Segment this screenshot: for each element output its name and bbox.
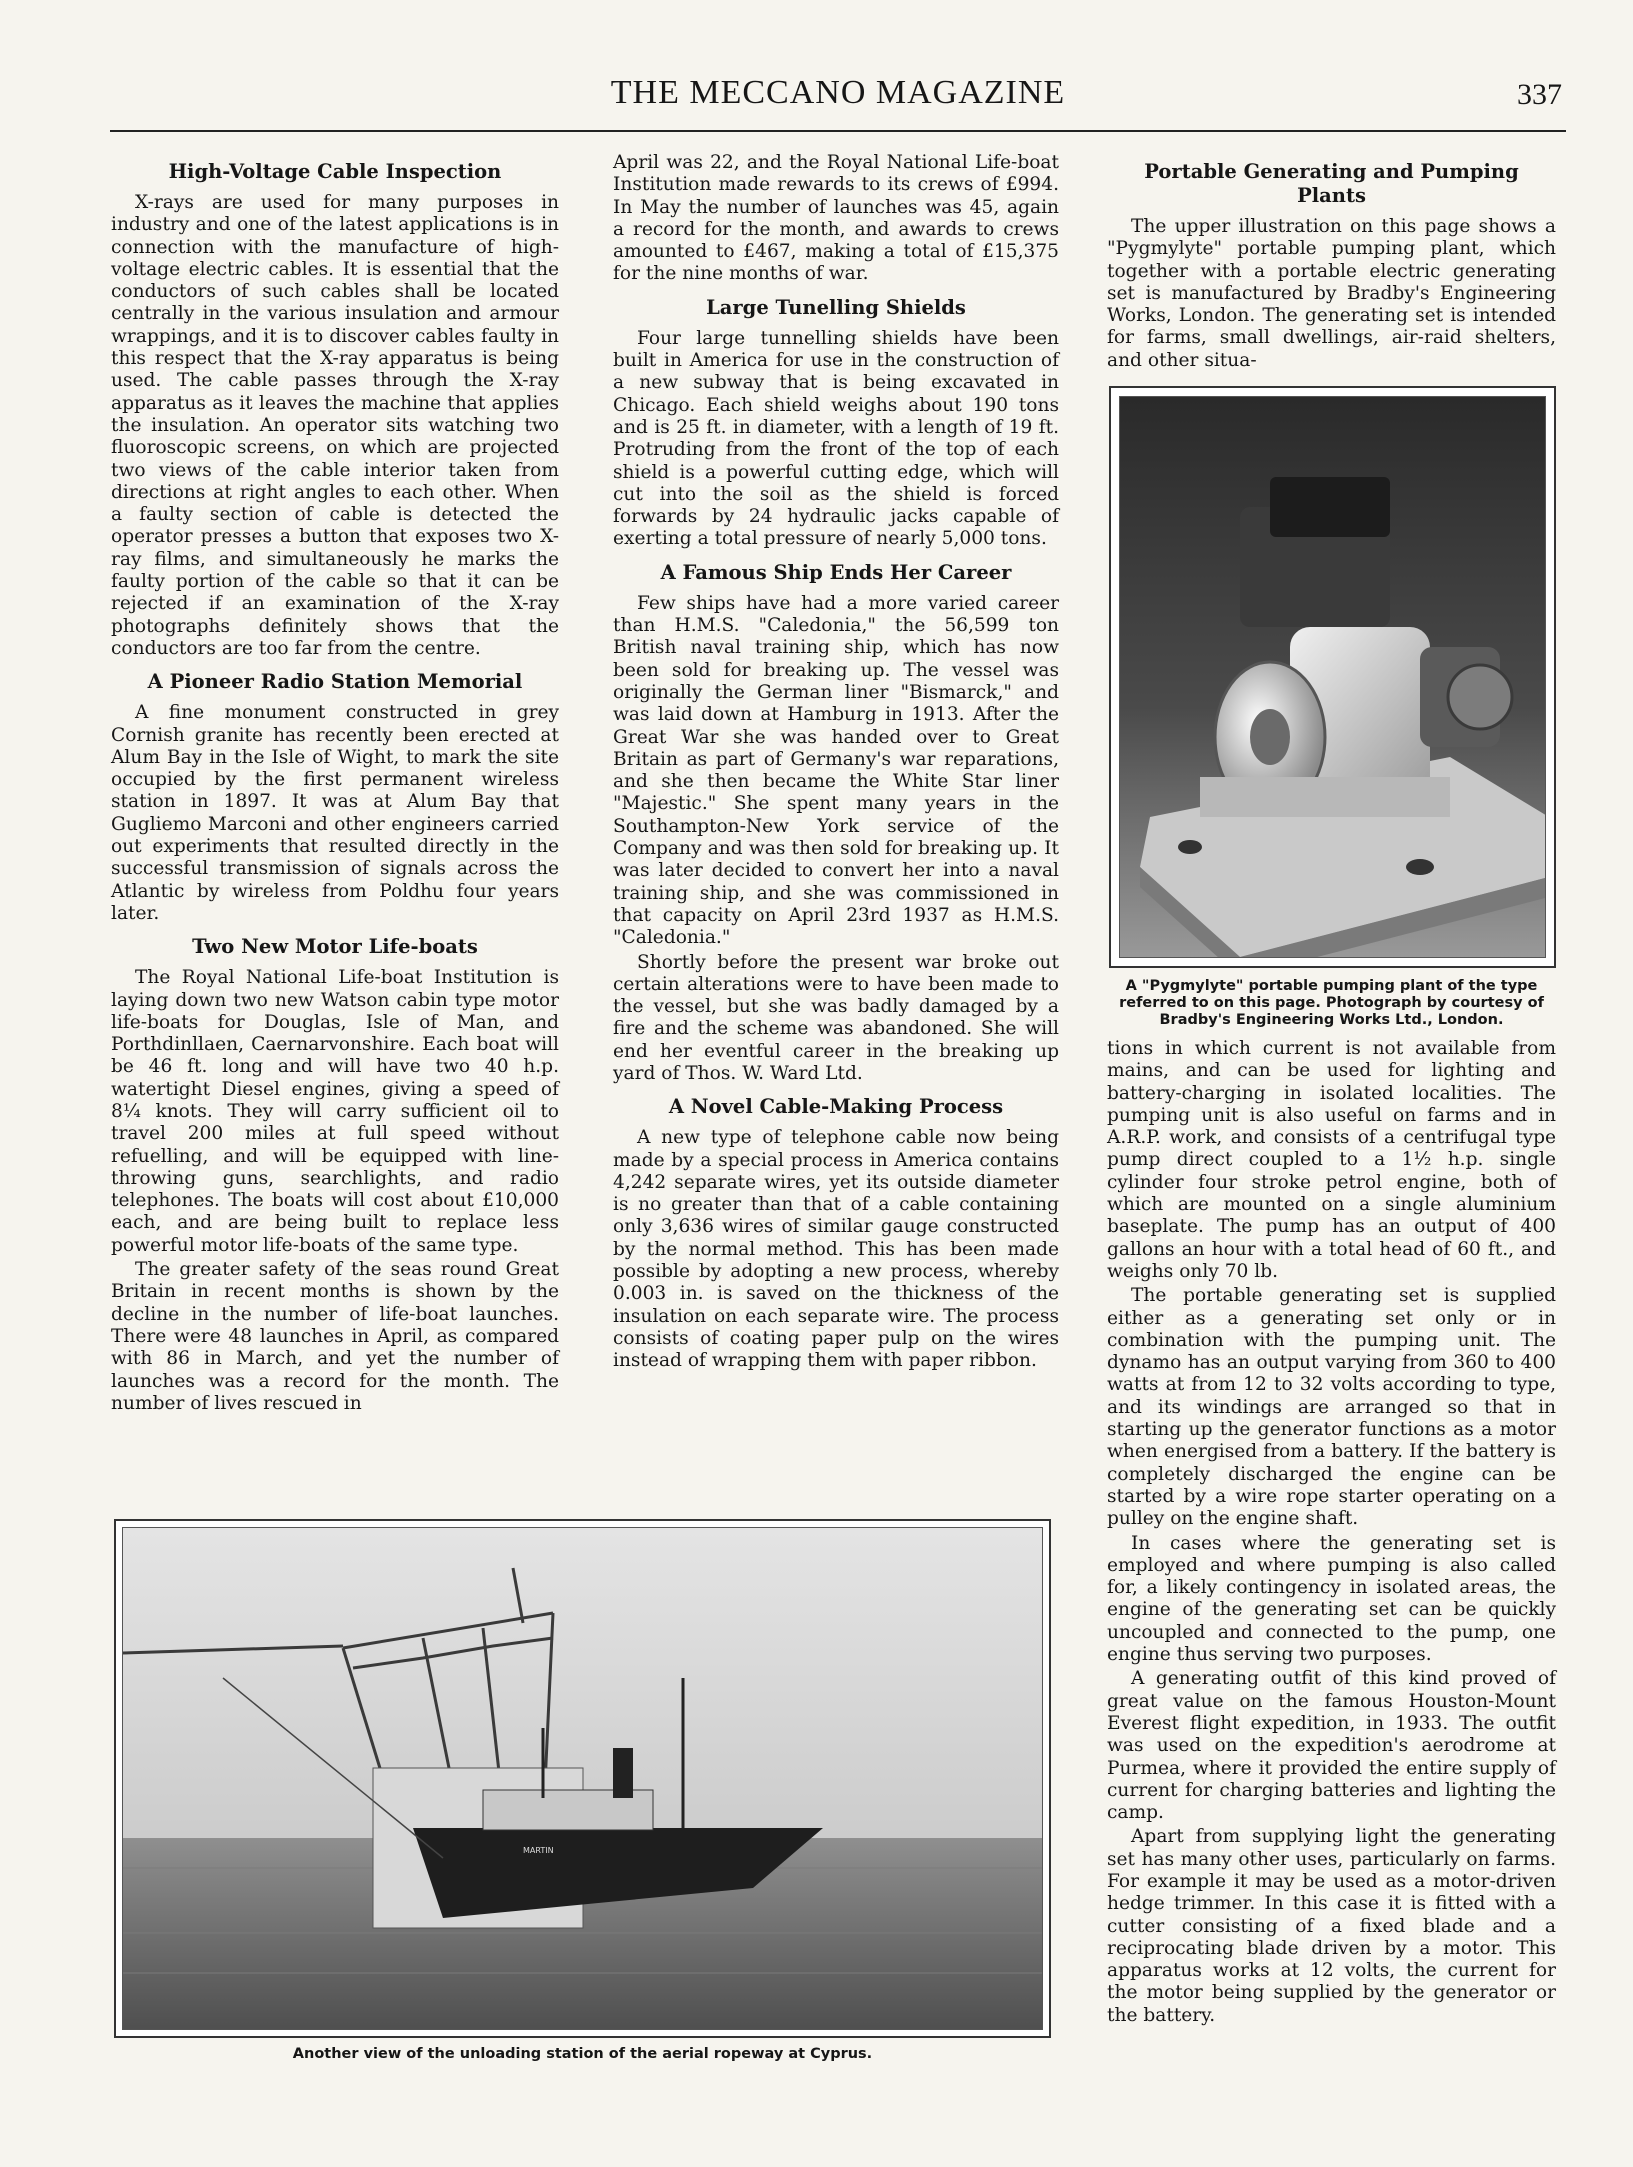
- heading-tunnelling-shields: Large Tunelling Shields: [706, 295, 966, 319]
- paragraph: A generating outfit of this kind proved of great value on the famous Houston-Mount Everest flight expedition, in 1933. The outfit was used on the expedition's aerodrome at Purmea, where it provided the entire supply of current for charging batteries and lighting the camp.: [1107, 1668, 1556, 1824]
- paragraph: X-rays are used for many purposes in industry and one of the latest applications is in connection with the manufacture of high-voltage electric cables. It is essential that the conductors of such cables shall be located centrally in the various insulation and armour wrappings, and it is to discover cables faulty in this respect that the X-ray apparatus is being used. The cable passes through the X-ray apparatus as it leaves the machine that applies the insulation. An operator sits watching two fluoroscopic screens, on which are projected two views of the cable interior taken from directions at right angles to each other. When a faulty section of cable is detected the operator presses a button that exposes two X-ray films, and simultaneously he marks the faulty portion of the cable so that it can be rejected if an examination of the X-ray photographs definitely shows that the conductors are too far from the centre.: [111, 192, 559, 659]
- engine-photo: [1109, 386, 1556, 968]
- pumping-plant-illustration: [1120, 397, 1546, 958]
- engine-photo-caption: A "Pygmylyte" portable pumping plant of the type referred to on this page. Photograph by courtesy of Bradby's Engineering Works Ltd., London.: [1119, 978, 1544, 1028]
- heading-generating-plants: Portable Generating and Pumping Plants: [1144, 160, 1519, 207]
- heading-famous-ship: A Famous Ship Ends Her Career: [660, 560, 1012, 584]
- paragraph: Shortly before the present war broke out certain alterations were to have been made to the vessel, but she was badly damaged by a fire and the scheme was abandoned. She will end her eventful career in the breaking up yard of Thos. W. Ward Ltd.: [613, 951, 1059, 1084]
- masthead: [110, 74, 1566, 132]
- magazine-title: THE MECCANO MAGAZINE: [610, 74, 1066, 111]
- paragraph: Few ships have had a more varied career than H.M.S. "Caledonia," the 56,599 ton British naval training ship, which has now been sold for breaking up. The vessel was originally the German liner "Bismarck," and was laid down at Hamburg in 1913. After the Great War she was handed over to Great Britain as part of Germany's war reparations, and she then became the White Star liner "Majestic." She spent many years in the Southampton-New York service of the Company and was then sold for breaking up. It was later decided to convert her into a naval training ship, and she was commissioned in that capacity on April 23rd 1937 as H.M.S. "Caledonia.": [613, 592, 1059, 949]
- paragraph: The greater safety of the seas round Great Britain in recent months is shown by the decline in the number of life-boat launches. There were 48 launches in April, as compared with 86 in March, and yet the number of launches was a record for the month. The number of lives rescued in: [111, 1259, 559, 1414]
- paragraph: The upper illustration on this page shows a "Pygmylyte" portable pumping plant, which together with a portable electric generating set is manufactured by Bradby's Engineering Works, London. The generating set is intended for farms, small dwellings, air-raid shelters, and other situa-: [1107, 216, 1556, 371]
- ship-hull-lettering: MARTIN: [523, 1846, 554, 1855]
- paragraph: tions in which current is not available from mains, and can be used for lighting and battery-charging in isolated localities. The pumping unit is also useful on farms and in A.R.P. work, and consists of a centrifugal type pump direct coupled to a 1½ h.p. single cylinder four stroke petrol engine, both of which are mounted on a single aluminium baseplate. The pump has an output of 400 gallons an hour with a total head of 60 ft., and weighs only 70 lb.: [1107, 1038, 1556, 1282]
- paragraph: A fine monument constructed in grey Cornish granite has recently been erected at Alum Bay in the Isle of Wight, to mark the site occupied by the first permanent wireless station in 1897. It was at Alum Bay that Gugliemo Marconi and other engineers carried out experiments that resulted directly in the successful transmission of signals across the Atlantic by wireless from Poldhu four years later.: [111, 702, 559, 924]
- paragraph: Apart from supplying light the generating set has many other uses, particularly on farms. For example it may be used as a motor-driven hedge trimmer. In this case it is fitted with a cutter consisting of a fixed blade and a reciprocating blade driven by a motor. This apparatus works at 12 volts, the current for the motor being supplied by the generator or the battery.: [1107, 1826, 1556, 2026]
- paragraph: April was 22, and the Royal National Life-boat Institution made rewards to its crews of £994. In May the number of launches was 45, again a record for the month, and awards to crews amounted to £467, making a total of £15,375 for the nine months of war.: [613, 152, 1059, 285]
- ship-photo-caption: Another view of the unloading station of the aerial ropeway at Cyprus.: [292, 2046, 873, 2062]
- heading-cable-making: A Novel Cable-Making Process: [668, 1095, 1004, 1119]
- aerial-ropeway-ship-illustration: [123, 1528, 1043, 2030]
- heading-lifeboats: Two New Motor Life-boats: [192, 935, 478, 959]
- ship-photo: [114, 1519, 1051, 2038]
- paragraph: Four large tunnelling shields have been built in America for use in the construction of a new subway that is being excavated in Chicago. Each shield weighs about 190 tons and is 25 ft. in diameter, with a length of 19 ft. Protruding from the front of the top of each shield is a powerful cutting edge, which will cut into the soil as the shield is forced forwards by 24 hydraulic jacks capable of exerting a total pressure of nearly 5,000 tons.: [613, 327, 1059, 550]
- paragraph: A new type of telephone cable now being made by a special process in America contains 4,242 separate wires, yet its outside diameter is no greater than that of a cable containing only 3,636 wires of similar gauge constructed by the normal method. This has been made possible by adopting a new process, whereby 0.003 in. is saved on the thickness of the insulation on each separate wire. The process consists of coating paper pulp on the wires instead of wrapping them with paper ribbon.: [613, 1127, 1059, 1372]
- column-3-bottom: [1107, 1038, 1556, 2068]
- column-1: [111, 152, 559, 1492]
- column-2: [613, 152, 1059, 1492]
- paragraph: The Royal National Life-boat Institution is laying down two new Watson cabin type motor life-boats for Douglas, Isle of Man, and Porthdinllaen, Caernarvonshire. Each boat will be 46 ft. long and will have two 40 h.p. watertight Diesel engines, giving a speed of 8¼ knots. They will carry sufficient oil to travel 200 miles at full speed without refuelling, and will be equipped with line-throwing guns, searchlights, and radio telephones. The boats will cost about £10,000 each, and are being built to replace less powerful motor life-boats of the same type.: [111, 967, 559, 1256]
- paragraph: The portable generating set is supplied either as a generating set only or in combination with the pumping unit. The dynamo has an output varying from 360 to 400 watts at from 12 to 32 volts according to type, and its windings are arranged so that in starting up the generator functions as a motor when energised from a battery. If the battery is completely discharged the engine can be started by a wire rope starter operating on a pulley on the engine shaft.: [1107, 1285, 1556, 1530]
- heading-cable-inspection: High-Voltage Cable Inspection: [168, 160, 502, 183]
- heading-radio-memorial: A Pioneer Radio Station Memorial: [147, 670, 523, 694]
- page-number: 337: [1517, 78, 1562, 111]
- column-3-top: [1107, 152, 1556, 371]
- paragraph: In cases where the generating set is employed and where pumping is also called for, a likely contingency in isolated areas, the engine of the generating set can be quickly uncoupled and connected to the pump, one engine thus serving two purposes.: [1107, 1532, 1556, 1666]
